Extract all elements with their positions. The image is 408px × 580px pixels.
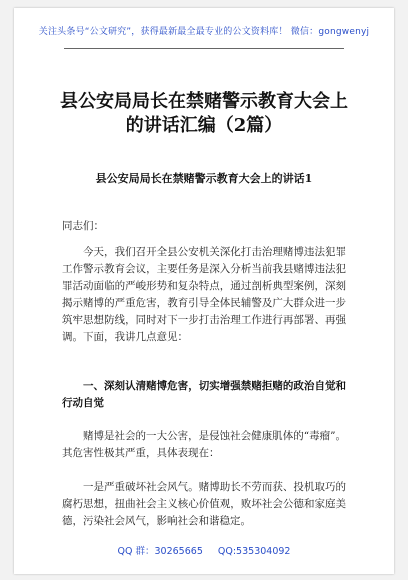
paragraph-social-impact: 一是严重破坏社会风气。赌博助长不劳而获、投机取巧的腐朽思想，扭曲社会主义核心价值观，败坏社会公德和家庭美德，污染社会风气，影响社会和谐稳定。	[62, 481, 346, 527]
paragraph-intro: 今天，我们召开全县公安机关深化打击治理赌博违法犯罪工作警示教育会议，主要任务是深入分析当前我县赌博违法犯罪活动面临的严峻形势和复杂特点，通过剖析典型案例，深刻揭示赌博的严重危害，教育引导全体民辅警及广大群众进一步筑牢思想防线，同时对下一步打击治理工作进行再部署、再强调。下面，我讲几点意见：	[62, 246, 346, 343]
speech-subtitle: 县公安局局长在禁赌警示教育大会上的讲话1	[95, 172, 313, 185]
header-banner: 关注头条号“公文研究”，获得最新最全最专业的公文资料库！ 微信：gongwenyj	[38, 27, 370, 37]
document-page	[14, 8, 394, 574]
paragraph-harm: 赌博是社会的一大公害，是侵蚀社会健康肌体的“毒瘤”。其危害性极其严重，具体表现在：	[62, 430, 346, 459]
header-divider	[64, 48, 344, 49]
qq-group-number: QQ 群：30265665	[117, 546, 203, 557]
footer-contact	[14, 543, 394, 557]
salutation: 同志们：	[62, 220, 104, 232]
document-title: 县公安局局长在禁赌警示教育大会上的讲话汇编（2篇）	[60, 91, 348, 136]
qq-number: QQ:535304092	[217, 546, 291, 557]
section-heading-1: 一、深刻认清赌博危害，切实增强禁赌拒赌的政治自觉和行动自觉	[62, 380, 346, 409]
